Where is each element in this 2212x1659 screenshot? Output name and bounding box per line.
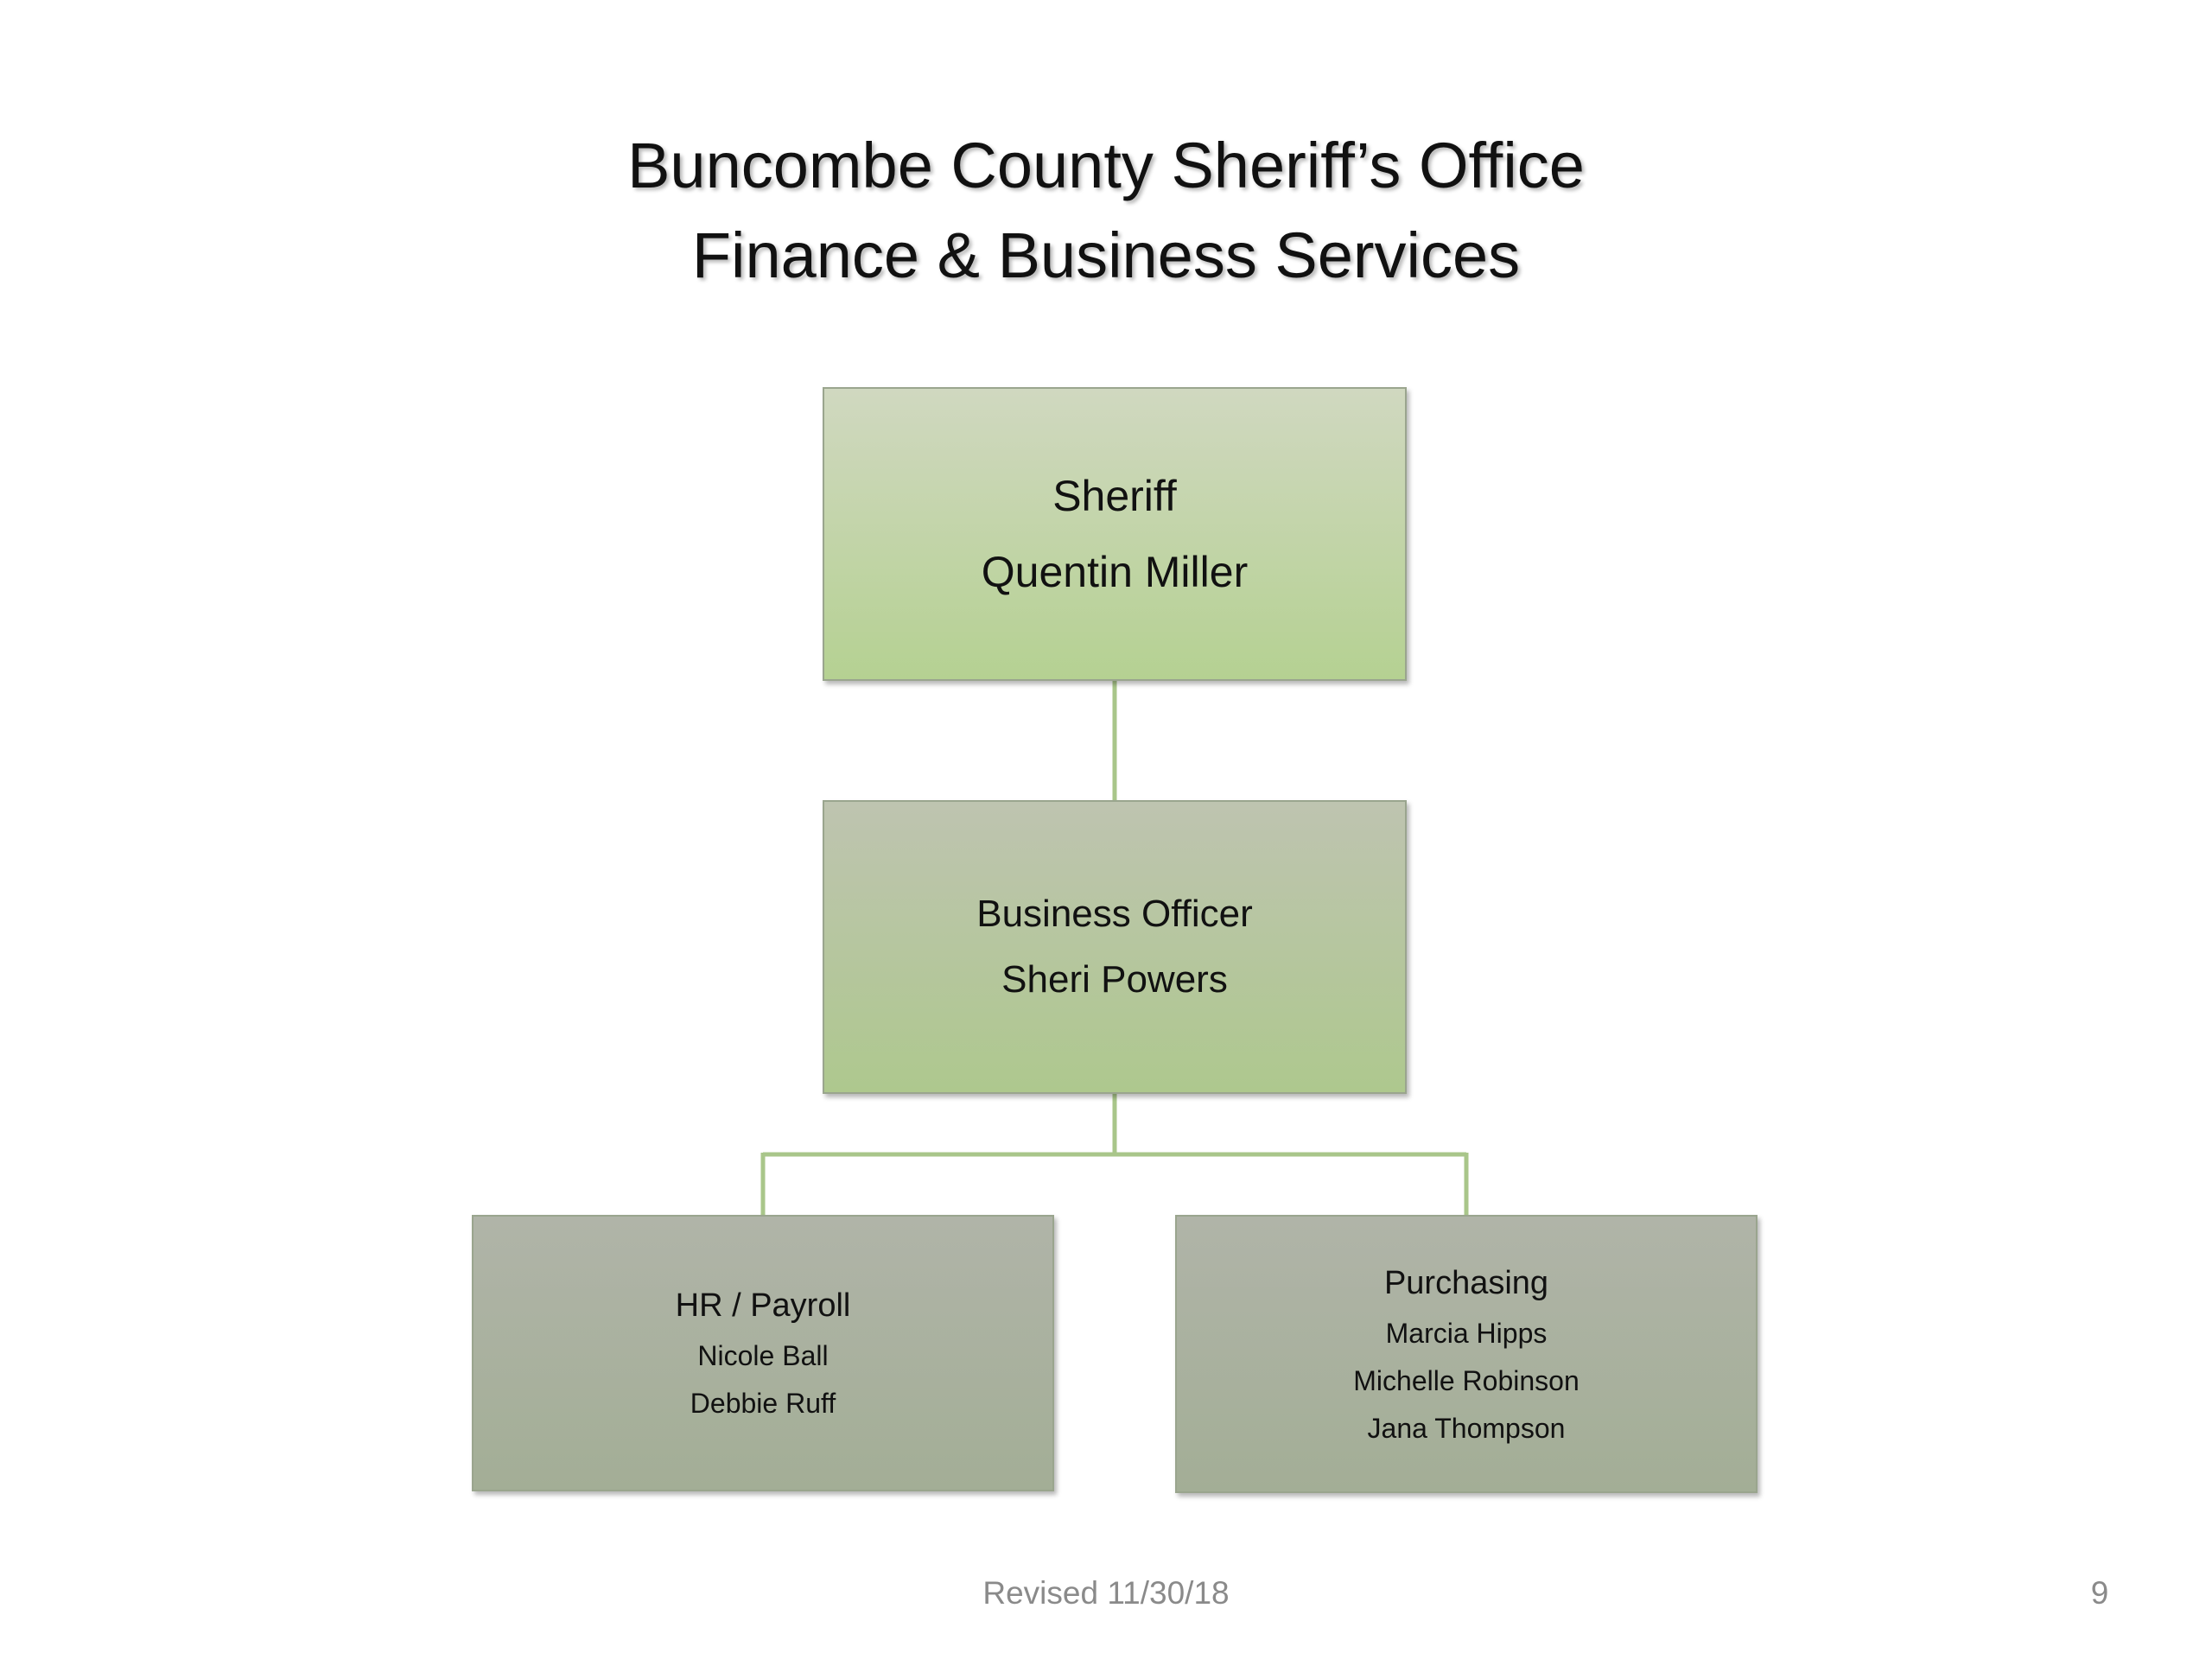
sheriff-box xyxy=(823,387,1407,681)
business-officer-name: Sheri Powers xyxy=(1001,958,1228,1001)
purchasing-member: Michelle Robinson xyxy=(1353,1364,1580,1396)
revised-date: Revised 11/30/18 xyxy=(982,1575,1230,1611)
business-officer-box xyxy=(823,800,1407,1094)
sheriff-name: Quentin Miller xyxy=(981,548,1249,596)
hr-payroll-box xyxy=(472,1215,1054,1491)
hr-payroll-member: Nicole Ball xyxy=(697,1340,829,1371)
business-officer-role: Business Officer xyxy=(976,893,1253,935)
title-line-1: Buncombe County Sheriff’s Office xyxy=(627,130,1585,201)
purchasing-title: Purchasing xyxy=(1383,1264,1549,1301)
purchasing-member: Marcia Hipps xyxy=(1385,1317,1548,1349)
purchasing-member: Jana Thompson xyxy=(1367,1412,1566,1444)
purchasing-box xyxy=(1175,1215,1758,1493)
page-number: 9 xyxy=(2090,1575,2109,1611)
hr-payroll-title: HR / Payroll xyxy=(675,1287,851,1324)
title-line-2: Finance & Business Services xyxy=(691,219,1521,291)
hr-payroll-member: Debbie Ruff xyxy=(690,1388,836,1419)
sheriff-role: Sheriff xyxy=(1052,472,1177,520)
